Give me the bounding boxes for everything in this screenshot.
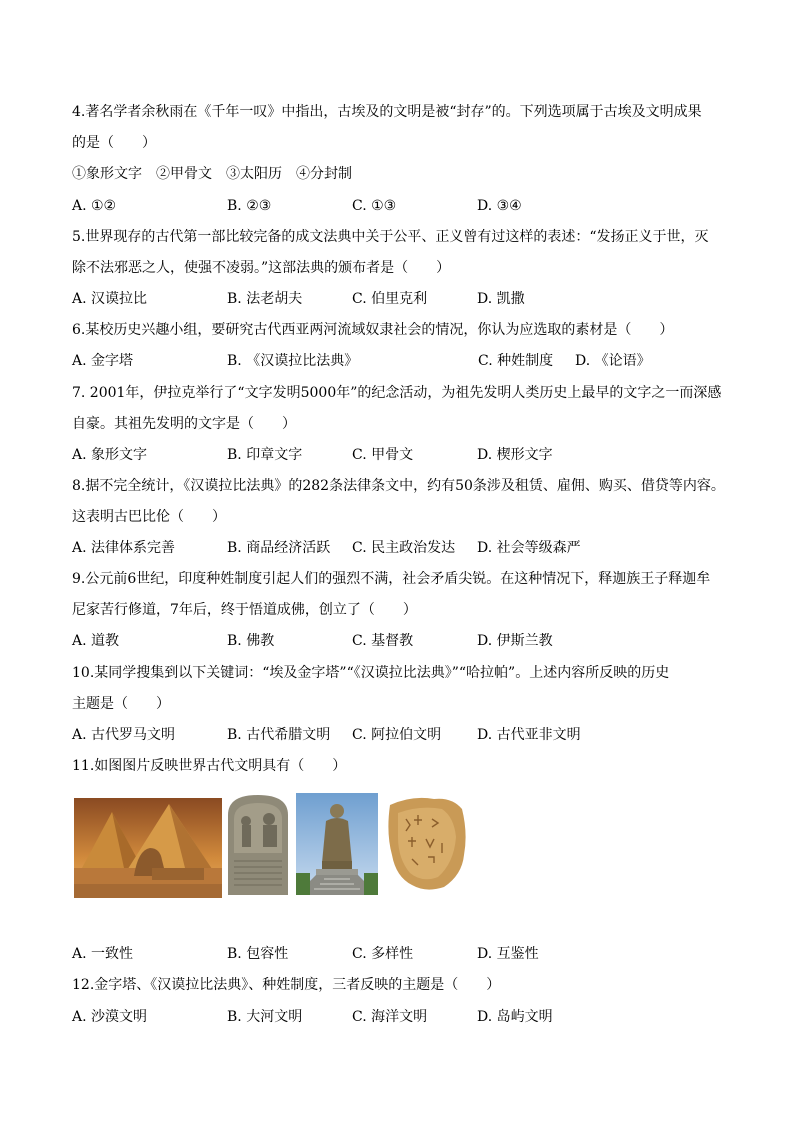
q8-stem-line-2: 这表明古巴比伦（ ） (72, 509, 226, 525)
q5-option-b: B. 法老胡夫 (227, 291, 303, 307)
q6-option-c: C. 种姓制度 (478, 353, 554, 369)
oracle-bone-image (382, 793, 472, 895)
q4-option-c: C. ①③ (352, 198, 397, 214)
q11-options (72, 945, 722, 963)
q12-option-b: B. 大河文明 (227, 1009, 303, 1025)
q6-option-d: D. 《论语》 (575, 353, 651, 369)
q10-option-c: C. 阿拉伯文明 (352, 727, 442, 743)
q10-options (72, 726, 722, 744)
q10-option-a: A. 古代罗马文明 (72, 727, 176, 743)
q7-option-d: D. 楔形文字 (477, 447, 553, 463)
q5-stem-line-2: 除不法邪恶之人，使强不凌弱。”这部法典的颁布者是（ ） (72, 260, 451, 276)
q6-options (72, 352, 722, 370)
q4-option-b: B. ②③ (227, 198, 272, 214)
q7-options (72, 446, 722, 464)
q9-stem-line-1: 9.公元前6世纪，印度种姓制度引起人们的强烈不满，社会矛盾尖锐。在这种情况下，释迦族王子释迦牟 (72, 571, 711, 587)
q12-options (72, 1008, 722, 1026)
q9-option-b: B. 佛教 (227, 633, 275, 649)
q8-stem-line-1: 8.据不完全统计，《汉谟拉比法典》的282条法律条文中，约有50条涉及租赁、雇佣、购买、借贷等内容。 (72, 478, 725, 494)
pyramid-sphinx-image (74, 798, 222, 898)
q5-option-a: A. 汉谟拉比 (72, 291, 148, 307)
q4-stem-line-2: 的是（ ） (72, 135, 156, 151)
q7-option-b: B. 印章文字 (227, 447, 303, 463)
q10-option-b: B. 古代希腊文明 (227, 727, 331, 743)
q6-stem-line-1: 6.某校历史兴趣小组，要研究古代西亚两河流域奴隶社会的情况，你认为应选取的素材是（ ） (72, 322, 674, 338)
q9-option-d: D. 伊斯兰教 (477, 633, 553, 649)
q11-image-row (72, 793, 492, 898)
q10-stem-line-2: 主题是（ ） (72, 696, 170, 712)
q4-stem-line-1: 4.著名学者余秋雨在《千年一叹》中指出，古埃及的文明是被“封存”的。下列选项属于古埃及文明成果 (72, 104, 702, 120)
q7-stem-line-2: 自豪。其祖先发明的文字是（ ） (72, 416, 296, 432)
q8-option-c: C. 民主政治发达 (352, 540, 456, 556)
q6-option-a: A. 金字塔 (72, 353, 134, 369)
q9-options (72, 632, 722, 650)
q8-options (72, 539, 722, 557)
q11-option-a: A. 一致性 (72, 946, 134, 962)
q7-option-a: A. 象形文字 (72, 447, 148, 463)
q4-option-d: D. ③④ (477, 198, 522, 214)
q6-option-b: B. 《汉谟拉比法典》 (227, 353, 359, 369)
q11-option-b: B. 包容性 (227, 946, 289, 962)
q7-stem-line-1: 7. 2001年，伊拉克举行了“文字发明5000年”的纪念活动，为祖先发明人类历史上最早的文字之一而深感 (72, 385, 722, 401)
q7-option-c: C. 甲骨文 (352, 447, 414, 463)
q9-stem-line-2: 尼家苦行修道，7年后，终于悟道成佛，创立了（ ） (72, 602, 417, 618)
q4-option-a: A. ①② (72, 198, 117, 214)
q4-stem-line-3: ①象形文字 ②甲骨文 ③太阳历 ④分封制 (72, 166, 352, 182)
buddha-statue-image (296, 793, 378, 895)
q8-option-a: A. 法律体系完善 (72, 540, 176, 556)
q4-options (72, 197, 722, 215)
q5-options (72, 290, 722, 308)
q12-option-a: A. 沙漠文明 (72, 1009, 148, 1025)
q11-option-d: D. 互鉴性 (477, 946, 539, 962)
q11-option-c: C. 多样性 (352, 946, 414, 962)
q12-stem-line-1: 12.金字塔、《汉谟拉比法典》、种姓制度，三者反映的主题是（ ） (72, 977, 501, 993)
q9-option-a: A. 道教 (72, 633, 120, 649)
q5-option-c: C. 伯里克利 (352, 291, 428, 307)
hammurabi-stele-image (224, 793, 292, 895)
q8-option-b: B. 商品经济活跃 (227, 540, 331, 556)
q9-option-c: C. 基督教 (352, 633, 414, 649)
q8-option-d: D. 社会等级森严 (477, 540, 581, 556)
q5-stem-line-1: 5.世界现存的古代第一部比较完备的成文法典中关于公平、正义曾有过这样的表述：“发扬正义于世，灭 (72, 229, 709, 245)
q10-option-d: D. 古代亚非文明 (477, 727, 581, 743)
q12-option-d: D. 岛屿文明 (477, 1009, 553, 1025)
q11-stem-line-1: 11.如图图片反映世界古代文明具有（ ） (72, 758, 347, 774)
q5-option-d: D. 凯撒 (477, 291, 525, 307)
q12-option-c: C. 海洋文明 (352, 1009, 428, 1025)
q10-stem-line-1: 10.某同学搜集到以下关键词：“埃及金字塔”“《汉谟拉比法典》”“哈拉帕”。上述内容所反映的历史 (72, 665, 670, 681)
